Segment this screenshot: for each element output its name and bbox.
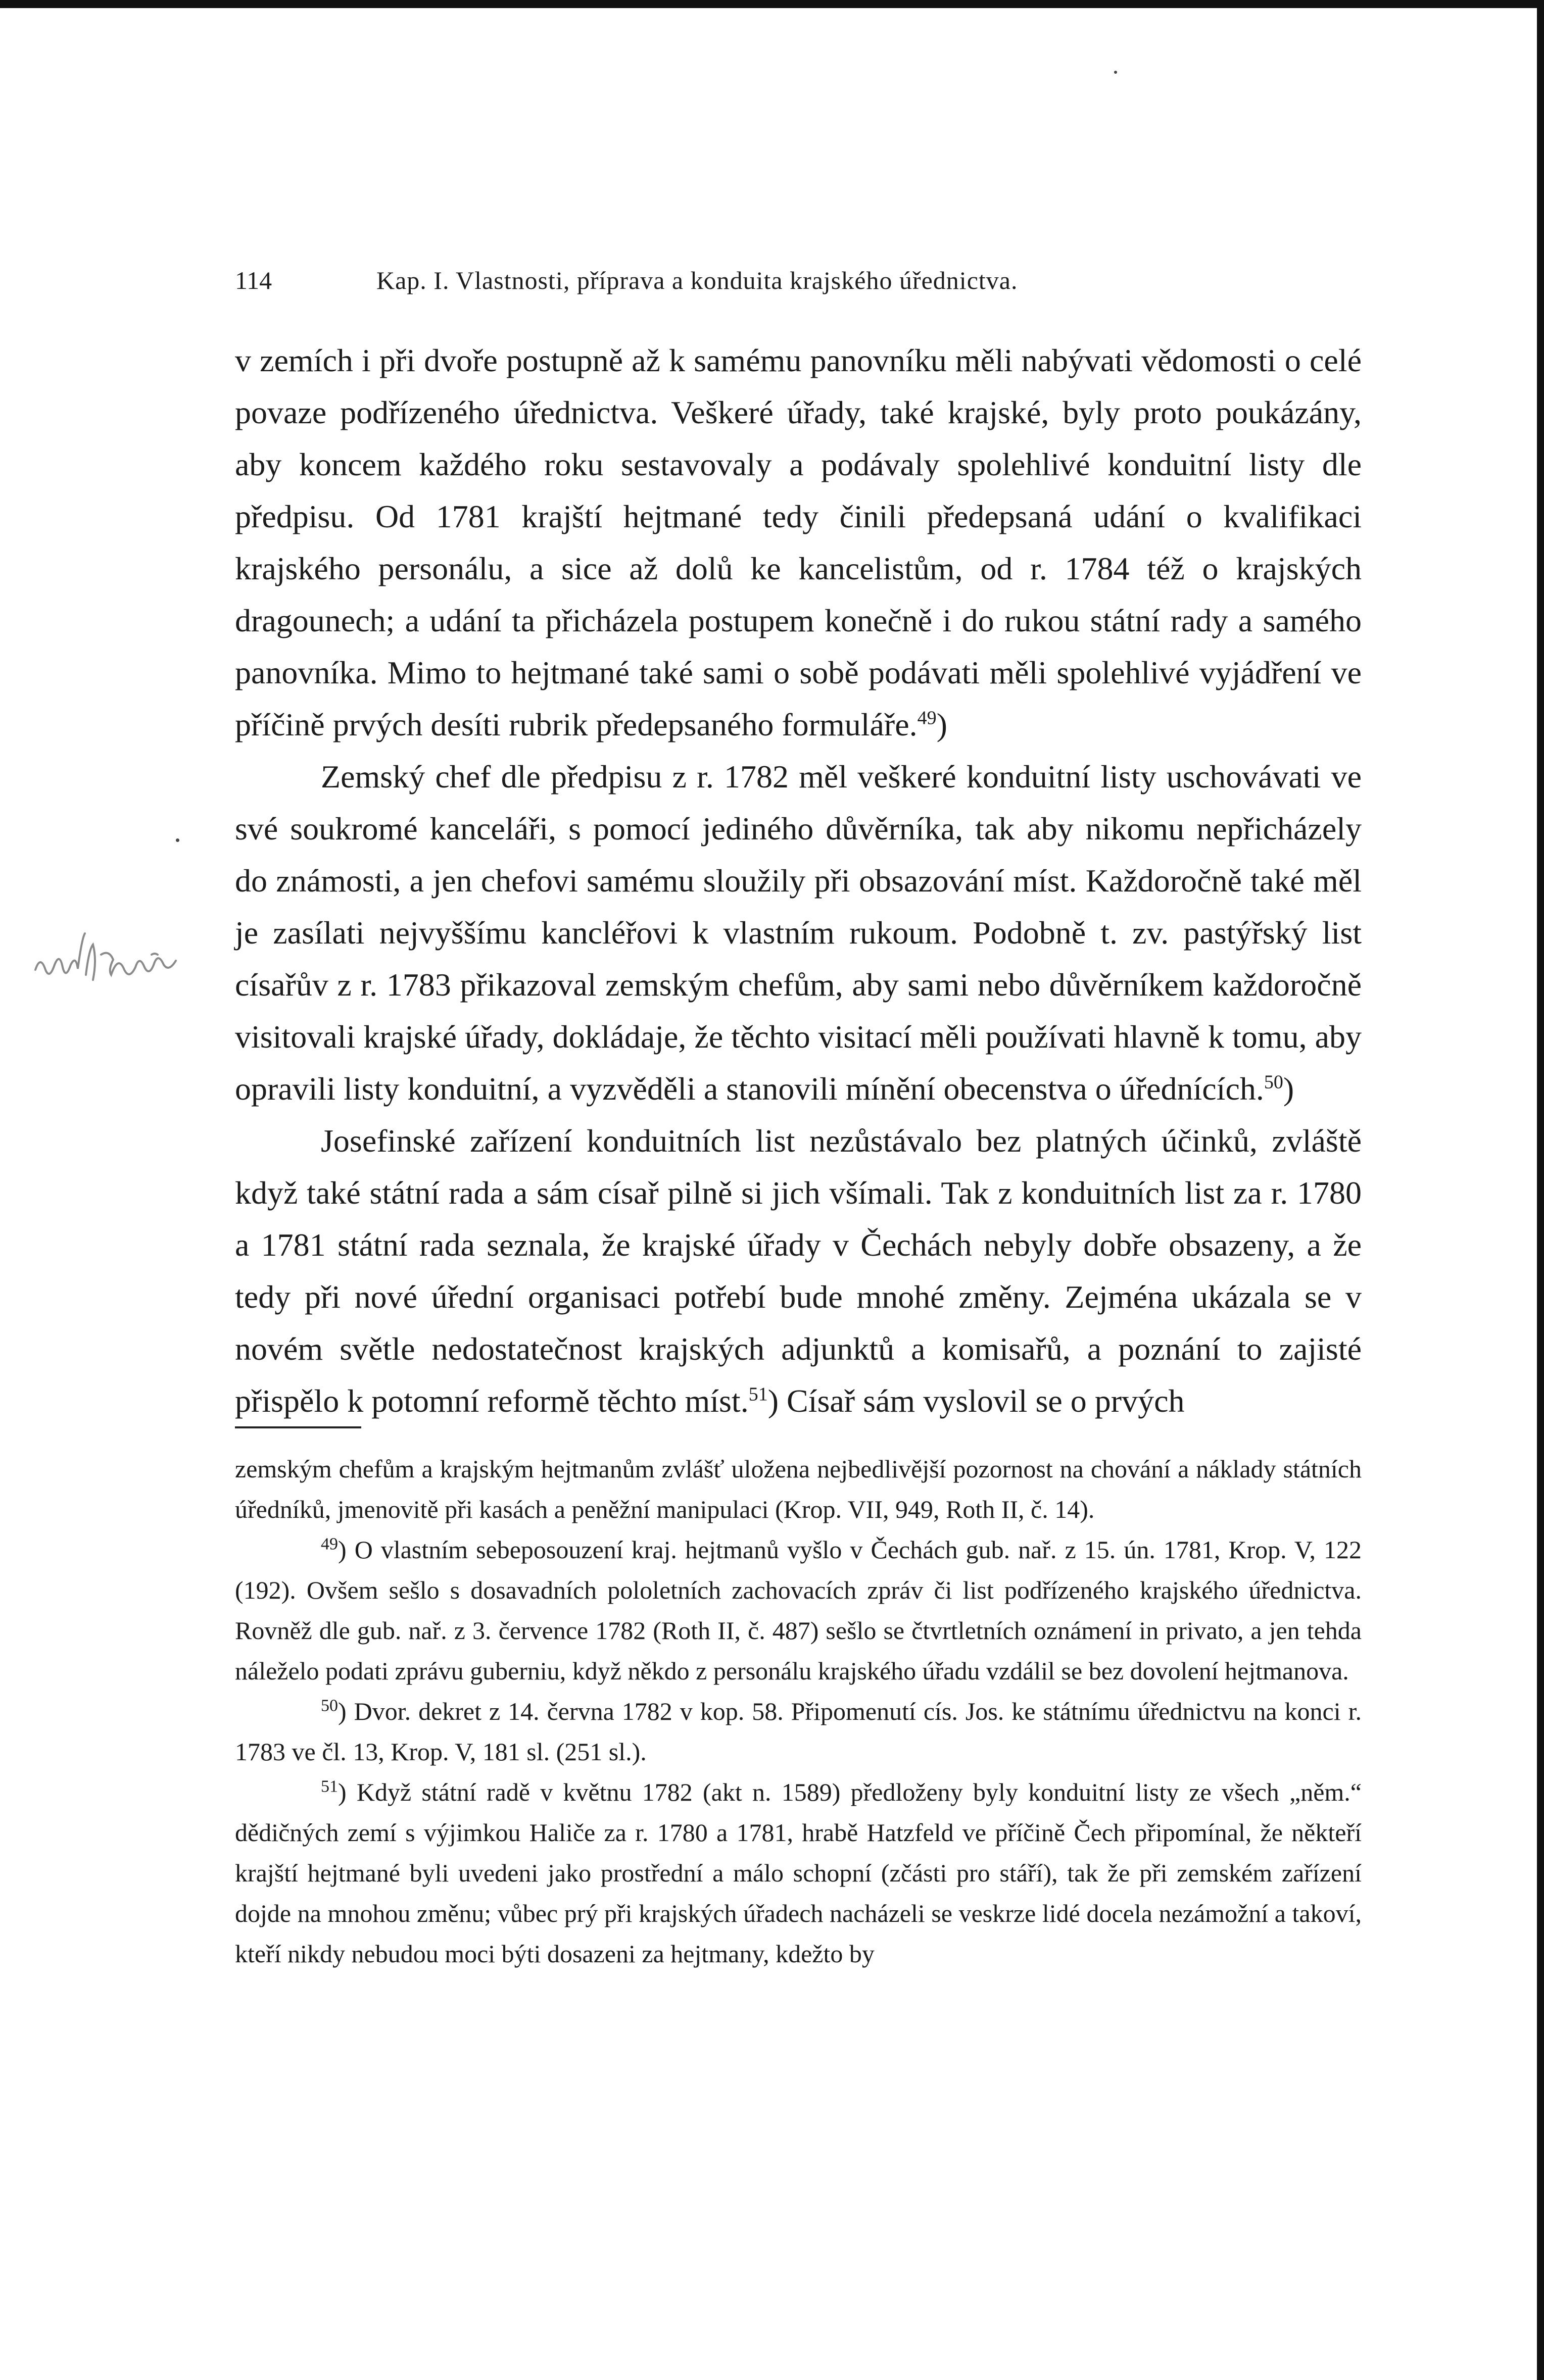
page-number: 114	[235, 266, 272, 294]
footnote-continued: zemským chefům a krajským hejtmanům zvlášť uložena nejbedlivější pozornost na chování a náklady státních úředníků, jmenovitě při kasách a peněžní manipulaci (Krop. VII, 949, Roth II, č. 14).	[235, 1455, 1362, 1523]
main-text	[235, 334, 1362, 1427]
footnote: $^{51}$) Když státní radě v květnu 1782 (akt n. 1589) předloženy byly konduitní listy ze všech „něm.“ dědičných zemí s výjimkou Haliče za r. 1780 a 1781, hrabě Hatzfeld ve příčině Čech připomínal, že někteří krajští hejtmané byli uvedeni jako prostřední a málo schopní (zčásti pro stáří), tak že při zemském zařízení dojde na mnohou změnu; vůbec prý při krajských úřadech nacházeli se veskrze lidé docela nezámožní a takoví, kteří nikdy nebudou moci býti dosazeni za hejtmany, kdežto by	[235, 1777, 1362, 1968]
scan-speck	[1114, 71, 1117, 74]
paragraph-text: Josefinské zařízení konduitních list nezůstávalo bez platných účinků, zvláště když také státní rada a sám císař pilně si jich všímali. Tak z konduitních list za r. 1780 a 1781 státní rada seznala, že krajské úřady v Čechách nebyly dobře obsazeny, a že tedy při nové úřední organisaci potřebí bude mnohé změny. Zejména ukázala se v novém světle nedostatečnost krajských adjunktů a komisařů, a poznání to zajisté přispělo k potomní reformě těchto míst.	[235, 1123, 1362, 1419]
running-head	[235, 263, 1362, 298]
running-title: Kap. I. Vlastnosti, příprava a konduita krajského úřednictva.	[376, 266, 1018, 294]
handwritten-pencil-note-icon	[30, 924, 222, 1005]
footnote-mark: 50	[321, 1696, 338, 1715]
footnote-mark: 49	[321, 1534, 338, 1554]
paragraph: v zemích i při dvoře postupně až k samému panovníku měli nabývati vědomosti o celé povaze podřízeného úřednictva. Veškeré úřady, také krajské, byly proto poukázány, aby koncem každého roku sestavovaly a podávaly spolehlivé konduitní listy dle předpisu. Od 1781 krajští hejtmané tedy činili předepsaná udání o kvalifikaci krajského personálu, a sice až dolů ke kancelistům, od r. 1784 též o krajských dragounech; a udání ta přicházela postupem konečně i do rukou státní rady a samého panovníka. Mimo to hejtmané také sami o sobě podávati měli spolehlivé vyjádření ve příčině prvých desíti rubrik předepsaného formuláře.$^{49}$)	[235, 342, 1362, 742]
footnote-text: Dvor. dekret z 14. června 1782 v kop. 58. Připomenutí cís. Jos. ke státnímu úřednictvu na konci r. 1783 ve čl. 13, Krop. V, 181 sl. (251 sl.).	[235, 1697, 1362, 1766]
footnote-separator	[235, 1426, 361, 1428]
footnote: $^{49}$) O vlastním sebeposouzení kraj. hejtmanů vyšlo v Čechách gub. nař. z 15. ún. 1781, Krop. V, 122 (192). Ovšem sešlo s dosavadních pololetních zachovacích zpráv či list podřízeného krajského úřednictva. Rovněž dle gub. nař. z 3. července 1782 (Roth II, č. 487) sešlo se čtvrtletních oznámení in privato, a jen tehda náleželo podati zprávu guberniu, když někdo z personálu krajského úřadu vzdálil se bez dovolení hejtmanova.	[235, 1534, 1362, 1685]
scan-speck	[176, 838, 179, 842]
paragraph: Zemský chef dle předpisu z r. 1782 měl veškeré konduitní listy uschovávati ve své soukromé kanceláři, s pomocí jediného důvěrníka, tak aby nikomu nepřicházely do známosti, a jen chefovi samému sloužily při obsazování míst. Každoročně také měl je zasílati nejvyššímu kancléřovi k vlastním rukoum. Podobně t. zv. pastýřský list císařův z r. 1783 přikazoval zemským chefům, aby sami nebo důvěrníkem každoročně visitovali krajské úřady, dokládaje, že těchto visitací měli používati hlavně k tomu, aby opravili listy konduitní, a vyzvěděli a stanovili mínění obecenstva o úřednících.$^{50}$)	[235, 759, 1362, 1107]
footnote: $^{50}$) Dvor. dekret z 14. června 1782 v kop. 58. Připomenutí cís. Jos. ke státnímu úřednictvu na konci r. 1783 ve čl. 13, Krop. V, 181 sl. (251 sl.).	[235, 1696, 1362, 1766]
footnote-text: O vlastním sebeposouzení kraj. hejtmanů vyšlo v Čechách gub. nař. z 15. ún. 1781, Krop. V, 122 (192). Ovšem sešlo s dosavadních pololetních zachovacích zpráv či list podřízeného krajského úřednictva. Rovněž dle gub. nař. z 3. července 1782 (Roth II, č. 487) sešlo se čtvrtletních oznámení in privato, a jen tehda náleželo podati zprávu guberniu, když někdo z personálu krajského úřadu vzdálil se bez dovolení hejtmanova.	[235, 1535, 1362, 1685]
footnotes	[235, 1449, 1362, 1974]
footnote-text: Když státní radě v květnu 1782 (akt n. 1589) předloženy byly konduitní listy ze všech „něm.“ dědičných zemí s výjimkou Haliče za r. 1780 a 1781, hrabě Hatzfeld ve příčině Čech připomínal, že někteří krajští hejtmané byli uvedeni jako prostřední a málo schopní (zčásti pro stáří), tak že při zemském zařízení dojde na mnohou změnu; vůbec prý při krajských úřadech nacházeli se veskrze lidé docela nezámožní a takoví, kteří nikdy nebudou moci býti dosazeni za hejtmany, kdežto by	[235, 1778, 1362, 1968]
footnote-ref: 51	[748, 1383, 768, 1405]
scan-top-border	[0, 0, 1544, 8]
footnote-ref: 50	[1264, 1071, 1283, 1093]
scan-right-border	[1537, 0, 1544, 2380]
paragraph-text: Zemský chef dle předpisu z r. 1782 měl veškeré konduitní listy uschovávati ve své soukromé kanceláři, s pomocí jediného důvěrníka, tak aby nikomu nepřicházely do známosti, a jen chefovi samému sloužily při obsazování míst. Každoročně také měl je zasílati nejvyššímu kancléřovi k vlastním rukoum. Podobně t. zv. pastýřský list císařův z r. 1783 přikazoval zemským chefům, aby sami nebo důvěrníkem každoročně visitovali krajské úřady, dokládaje, že těchto visitací měli používati hlavně k tomu, aby opravili listy konduitní, a vyzvěděli a stanovili mínění obecenstva o úřednících.	[235, 759, 1362, 1107]
footnote-mark: 51	[321, 1777, 338, 1796]
paragraph-text: v zemích i při dvoře postupně až k samému panovníku měli nabývati vědomosti o celé povaze podřízeného úřednictva. Veškeré úřady, také krajské, byly proto poukázány, aby koncem každého roku sestavovaly a podávaly spolehlivé konduitní listy dle předpisu. Od 1781 krajští hejtmané tedy činili předepsaná udání o kvalifikaci krajského personálu, a sice až dolů ke kancelistům, od r. 1784 též o krajských dragounech; a udání ta přicházela postupem konečně i do rukou státní rady a samého panovníka. Mimo to hejtmané také sami o sobě podávati měli spolehlivé vyjádření ve příčině prvých desíti rubrik předepsaného formuláře.	[235, 342, 1362, 742]
paragraph: Josefinské zařízení konduitních list nezůstávalo bez platných účinků, zvláště když také státní rada a sám císař pilně si jich všímali. Tak z konduitních list za r. 1780 a 1781 státní rada seznala, že krajské úřady v Čechách nebyly dobře obsazeny, a že tedy při nové úřední organisaci potřebí bude mnohé změny. Zejména ukázala se v novém světle nedostatečnost krajských adjunktů a komisařů, a poznání to zajisté přispělo k potomní reformě těchto míst.$^{51}$) Císař sám vyslovil se o prvých	[235, 1123, 1362, 1419]
footnote-ref: 49	[917, 707, 937, 729]
paragraph-text: Císař sám vyslovil se o prvých	[787, 1383, 1185, 1419]
